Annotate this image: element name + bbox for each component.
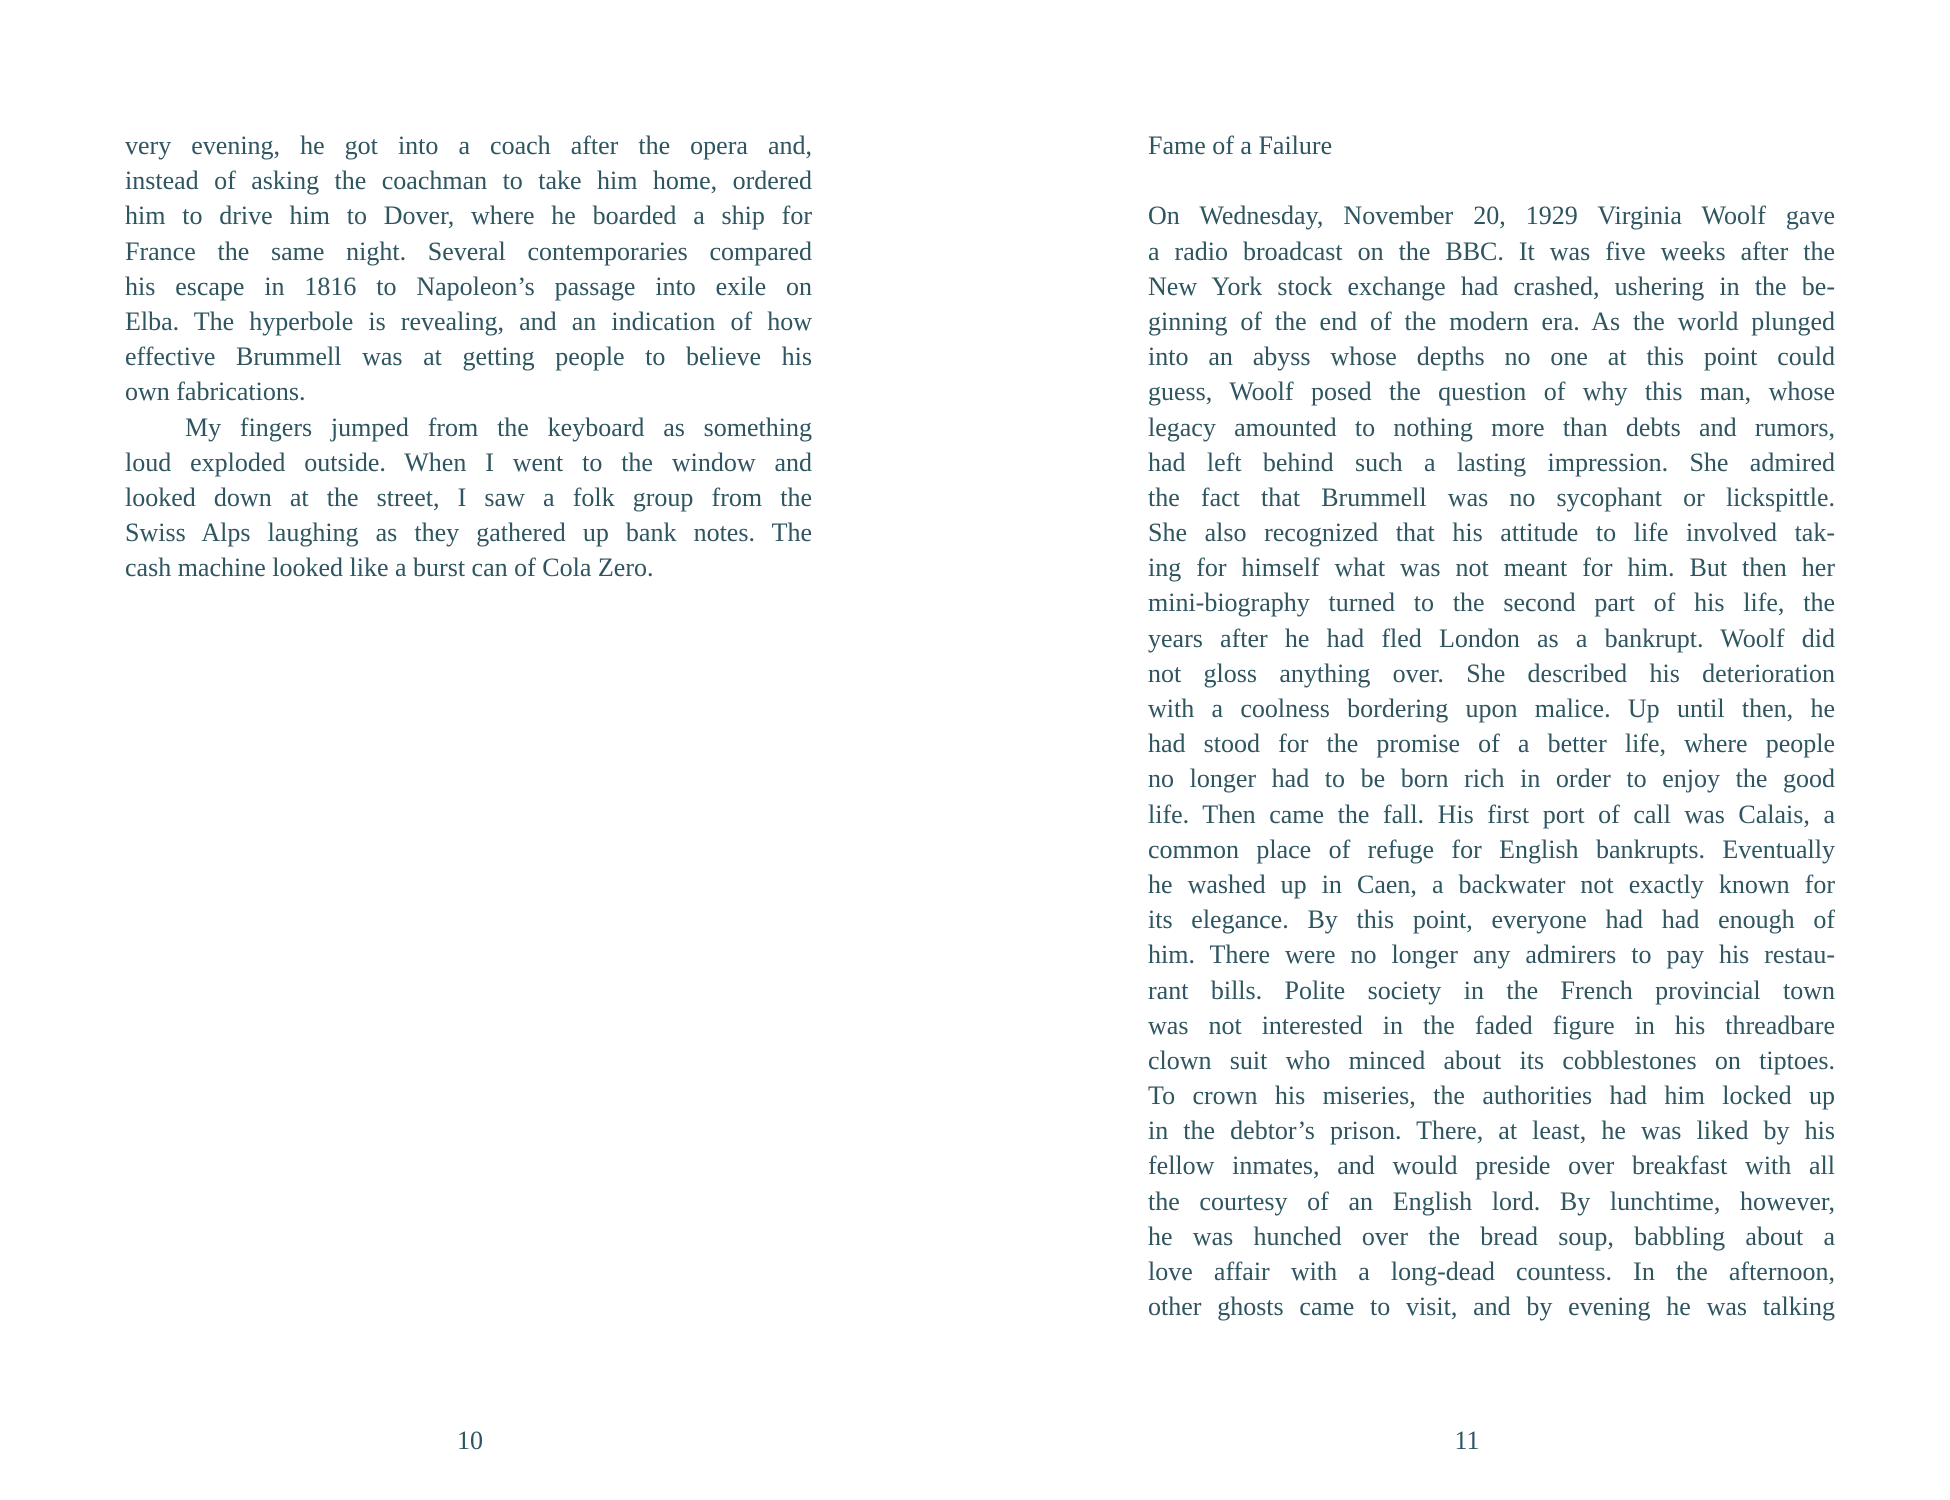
right-page xyxy=(975,0,1950,1500)
text-line: him. There were no longer any admirers to pay his restau- xyxy=(1148,940,1835,970)
text-line: mini-biography turned to the second part of his life, the xyxy=(1148,588,1835,618)
text-line: fellow inmates, and would preside over breakfast with all xyxy=(1148,1151,1835,1181)
text-line: guess, Woolf posed the question of why this man, whose xyxy=(1148,377,1835,407)
text-line: life. Then came the fall. His first port of call was Calais, a xyxy=(1148,799,1835,829)
text-line: France the same night. Several contemporaries compared xyxy=(125,236,812,266)
text-line: common place of refuge for English bankrupts. Eventually xyxy=(1148,834,1835,864)
page-number: 11 xyxy=(1454,1426,1480,1455)
text-line: into an abyss whose depths no one at this point could xyxy=(1148,342,1835,372)
text-line: legacy amounted to nothing more than debts and rumors, xyxy=(1148,412,1835,442)
text-line: no longer had to be born rich in order to enjoy the good xyxy=(1148,764,1835,794)
text-line: loud exploded outside. When I went to the window and xyxy=(125,447,812,477)
right-page-text xyxy=(1148,128,1835,1324)
text-line: very evening, he got into a coach after the opera and, xyxy=(125,131,812,160)
text-line: My fingers jumped from the keyboard as something xyxy=(185,412,812,442)
text-line: love affair with a long-dead countess. In the afternoon, xyxy=(1148,1257,1835,1286)
text-line: not gloss anything over. She described his deterioration xyxy=(1148,658,1835,688)
text-line: own fabrications. xyxy=(125,377,306,407)
text-line: was not interested in the faded figure in his threadbare xyxy=(1148,1010,1835,1040)
text-line: other ghosts came to visit, and by evening he was talking xyxy=(1148,1292,1835,1322)
page-number: 10 xyxy=(457,1426,483,1455)
text-line: To crown his miseries, the authorities had him locked up xyxy=(1148,1081,1835,1111)
text-line: Elba. The hyperbole is revealing, and an indication of how xyxy=(125,306,812,336)
text-line: had stood for the promise of a better life, where people xyxy=(1148,729,1835,759)
text-line: his escape in 1816 to Napoleon’s passage into exile on xyxy=(125,271,812,301)
text-line: the fact that Brummell was no sycophant or lickspittle. xyxy=(1148,482,1835,512)
chapter-title: Fame of a Failure xyxy=(1148,131,1333,160)
text-line: clown suit who minced about its cobblestones on tiptoes. xyxy=(1148,1045,1835,1075)
text-line: On Wednesday, November 20, 1929 Virginia Woolf gave xyxy=(1148,201,1835,231)
text-line: the courtesy of an English lord. By lunchtime, however, xyxy=(1148,1186,1835,1216)
text-line: rant bills. Polite society in the French provincial town xyxy=(1148,975,1835,1005)
text-line: with a coolness bordering upon malice. Up until then, he xyxy=(1148,694,1835,723)
text-line: cash machine looked like a burst can of Cola Zero. xyxy=(125,553,654,583)
text-line: he washed up in Caen, a backwater not exactly known for xyxy=(1148,869,1835,899)
text-line: effective Brummell was at getting people to believe his xyxy=(125,342,812,372)
text-line: in the debtor’s prison. There, at least, he was liked by his xyxy=(1148,1116,1835,1146)
text-line: he was hunched over the bread soup, babbling about a xyxy=(1148,1221,1835,1251)
left-page-text xyxy=(125,128,812,585)
text-line: looked down at the street, I saw a folk group from the xyxy=(125,482,812,512)
text-line: New York stock exchange had crashed, ushering in the be- xyxy=(1148,271,1835,301)
text-line: years after he had fled London as a bankrupt. Woolf did xyxy=(1148,623,1835,653)
text-line: a radio broadcast on the BBC. It was five weeks after the xyxy=(1148,236,1835,266)
text-line: ing for himself what was not meant for him. But then her xyxy=(1148,553,1835,583)
text-line: had left behind such a lasting impression. She admired xyxy=(1148,447,1835,477)
text-line: its elegance. By this point, everyone had had enough of xyxy=(1148,905,1835,935)
text-line: him to drive him to Dover, where he boarded a ship for xyxy=(125,201,812,231)
text-line: instead of asking the coachman to take him home, ordered xyxy=(125,166,812,196)
text-line: ginning of the end of the modern era. As the world plunged xyxy=(1148,306,1835,336)
text-line: Swiss Alps laughing as they gathered up bank notes. The xyxy=(125,518,812,548)
text-line: She also recognized that his attitude to life involved tak- xyxy=(1148,518,1835,548)
